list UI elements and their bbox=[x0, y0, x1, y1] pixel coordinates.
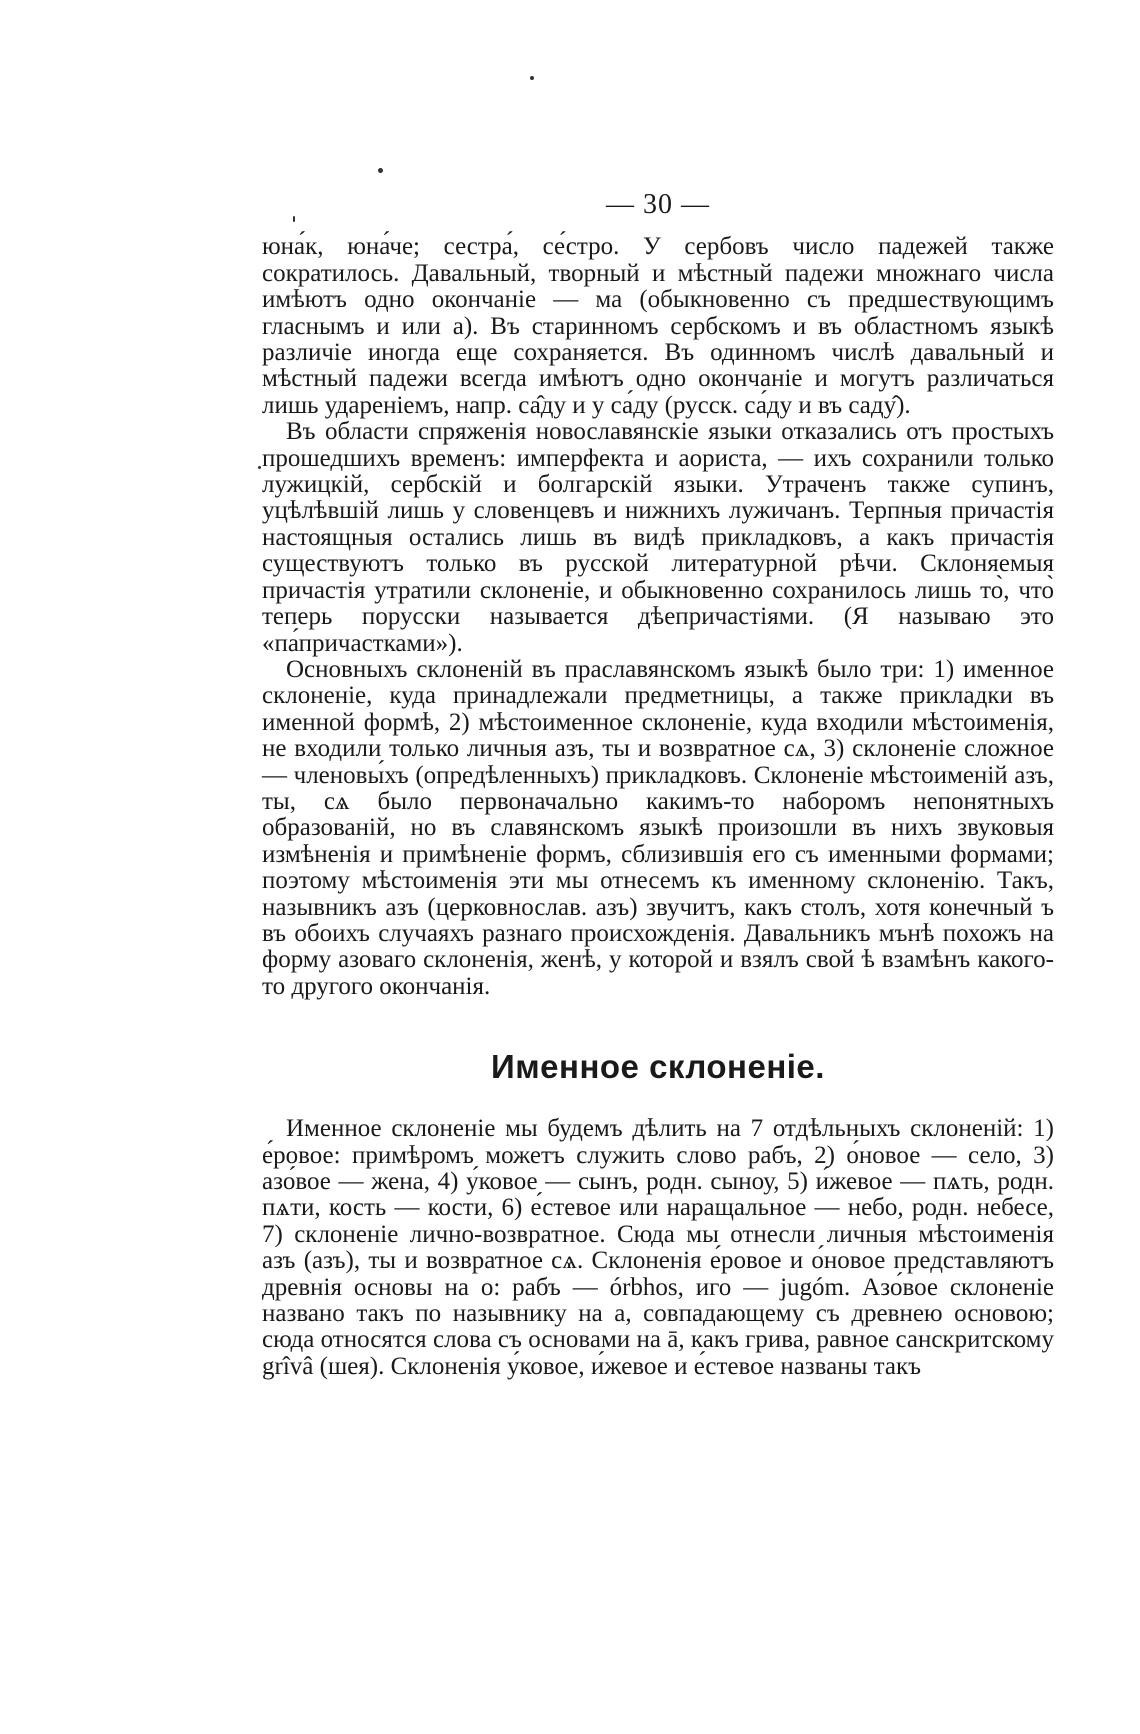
paragraph-declension-loss: юна́к, юна́че; сестра́, се́стро. У сербовъ число падежей также сократилось. Давальный, творный и мѣстный падежи множнаго числа имѣютъ одно окончаніе — ма (обыкновенно съ предшествующимъ гласнымъ и или а). Въ старинномъ сербскомъ и въ областномъ языкѣ различіе иногда еще сохраняется. Въ одинномъ числѣ давальный и мѣстный падежи всегда имѣютъ одно окончаніе и могутъ различаться лишь удареніемъ, напр. са̂ду и у са́ду (русск. са́ду и въ саду̂). bbox=[262, 233, 1054, 419]
print-speck bbox=[378, 168, 383, 173]
paragraph-basic-declensions: Основныхъ склоненій въ праславянскомъ языкѣ было три: 1) именное склоненіе, куда принадлежали предметницы, а также прикладки въ именной формѣ, 2) мѣстоименное склоненіе, куда входили мѣстоименія, не входили только личныя азъ, ты и возвратное сѧ, 3) склоненіе сложное — членовы́хъ (опредѣленныхъ) прикладковъ. Склоненіе мѣстоименій азъ, ты, сѧ было первоначально какимъ-то наборомъ непонятныхъ образованій, но въ славянскомъ языкѣ произошли въ нихъ звуковыя измѣненія и примѣненіе формъ, сблизившія его съ именными формами; поэтому мѣстоименія эти мы отнесемъ къ именному склоненію. Такъ, назывникъ азъ (церковнослав. азъ) звучитъ, какъ столъ, хотя конечный ъ въ обоихъ случаяхъ разнаго происхожденія. Давальникъ мънѣ похожъ на форму азоваго склоненія, женѣ, у которой и взялъ свой ѣ взамѣнъ какого-то другого окончанія. bbox=[262, 655, 1054, 1000]
print-speck bbox=[258, 466, 261, 469]
print-speck bbox=[530, 76, 534, 80]
book-page bbox=[262, 189, 1054, 1380]
section-heading: Именное склоненіе. bbox=[491, 1048, 825, 1086]
paragraph-nominal-declension: Именное склоненіе мы будемъ дѣлить на 7 отдѣльныхъ склоненій: 1) е́ровое: примѣромъ можетъ служить слово рабъ, 2) о́новое — село, 3) азо́вое — жена, 4) у́ковое — сынъ, родн. сыноу, 5) и́жевое — пѧть, родн. пѧти, кость — кости, 6) е́стевое или наращальное — небо, родн. небесе, 7) склоненіе лично-возвратное. Сюда мы отнесли личныя мѣстоименія азъ (азъ), ты и возвратное сѧ. Склоненія е́ровое и о́новое представляютъ древнія основы на о: рабъ — órbhos, иго — jugóm. Азо́вое склоненіе названо такъ по назывнику на а, совпадающему съ древнею основою; сюда относятся слова съ основами на ā, какъ грива, равное санскритскому grîvâ (шея). Склоненія у́ковое, и́жевое и е́стевое названы такъ bbox=[262, 1115, 1054, 1380]
page-number: — 30 — bbox=[606, 189, 710, 220]
paragraph-conjugation: Въ области спряженія новославянскіе языки отказались отъ простыхъ прошедшихъ временъ: имперфекта и аориста, — ихъ сохранили только лужицкій, сербскій и болгарскій языки. Утраченъ также супинъ, уцѣлѣвшій лишь у словенцевъ и нижнихъ лужичанъ. Терпныя причастія настоящныя остались лишь въ видѣ прикладковъ, а какъ причастія существуютъ только въ русской литературной рѣчи. Склоняемыя причастія утратили склоненіе, и обыкновенно сохранилось лишь то̀, что̀ теперь порусски называется дѣепричастіями. (Я называю это «па́причастками»). bbox=[262, 418, 1054, 657]
